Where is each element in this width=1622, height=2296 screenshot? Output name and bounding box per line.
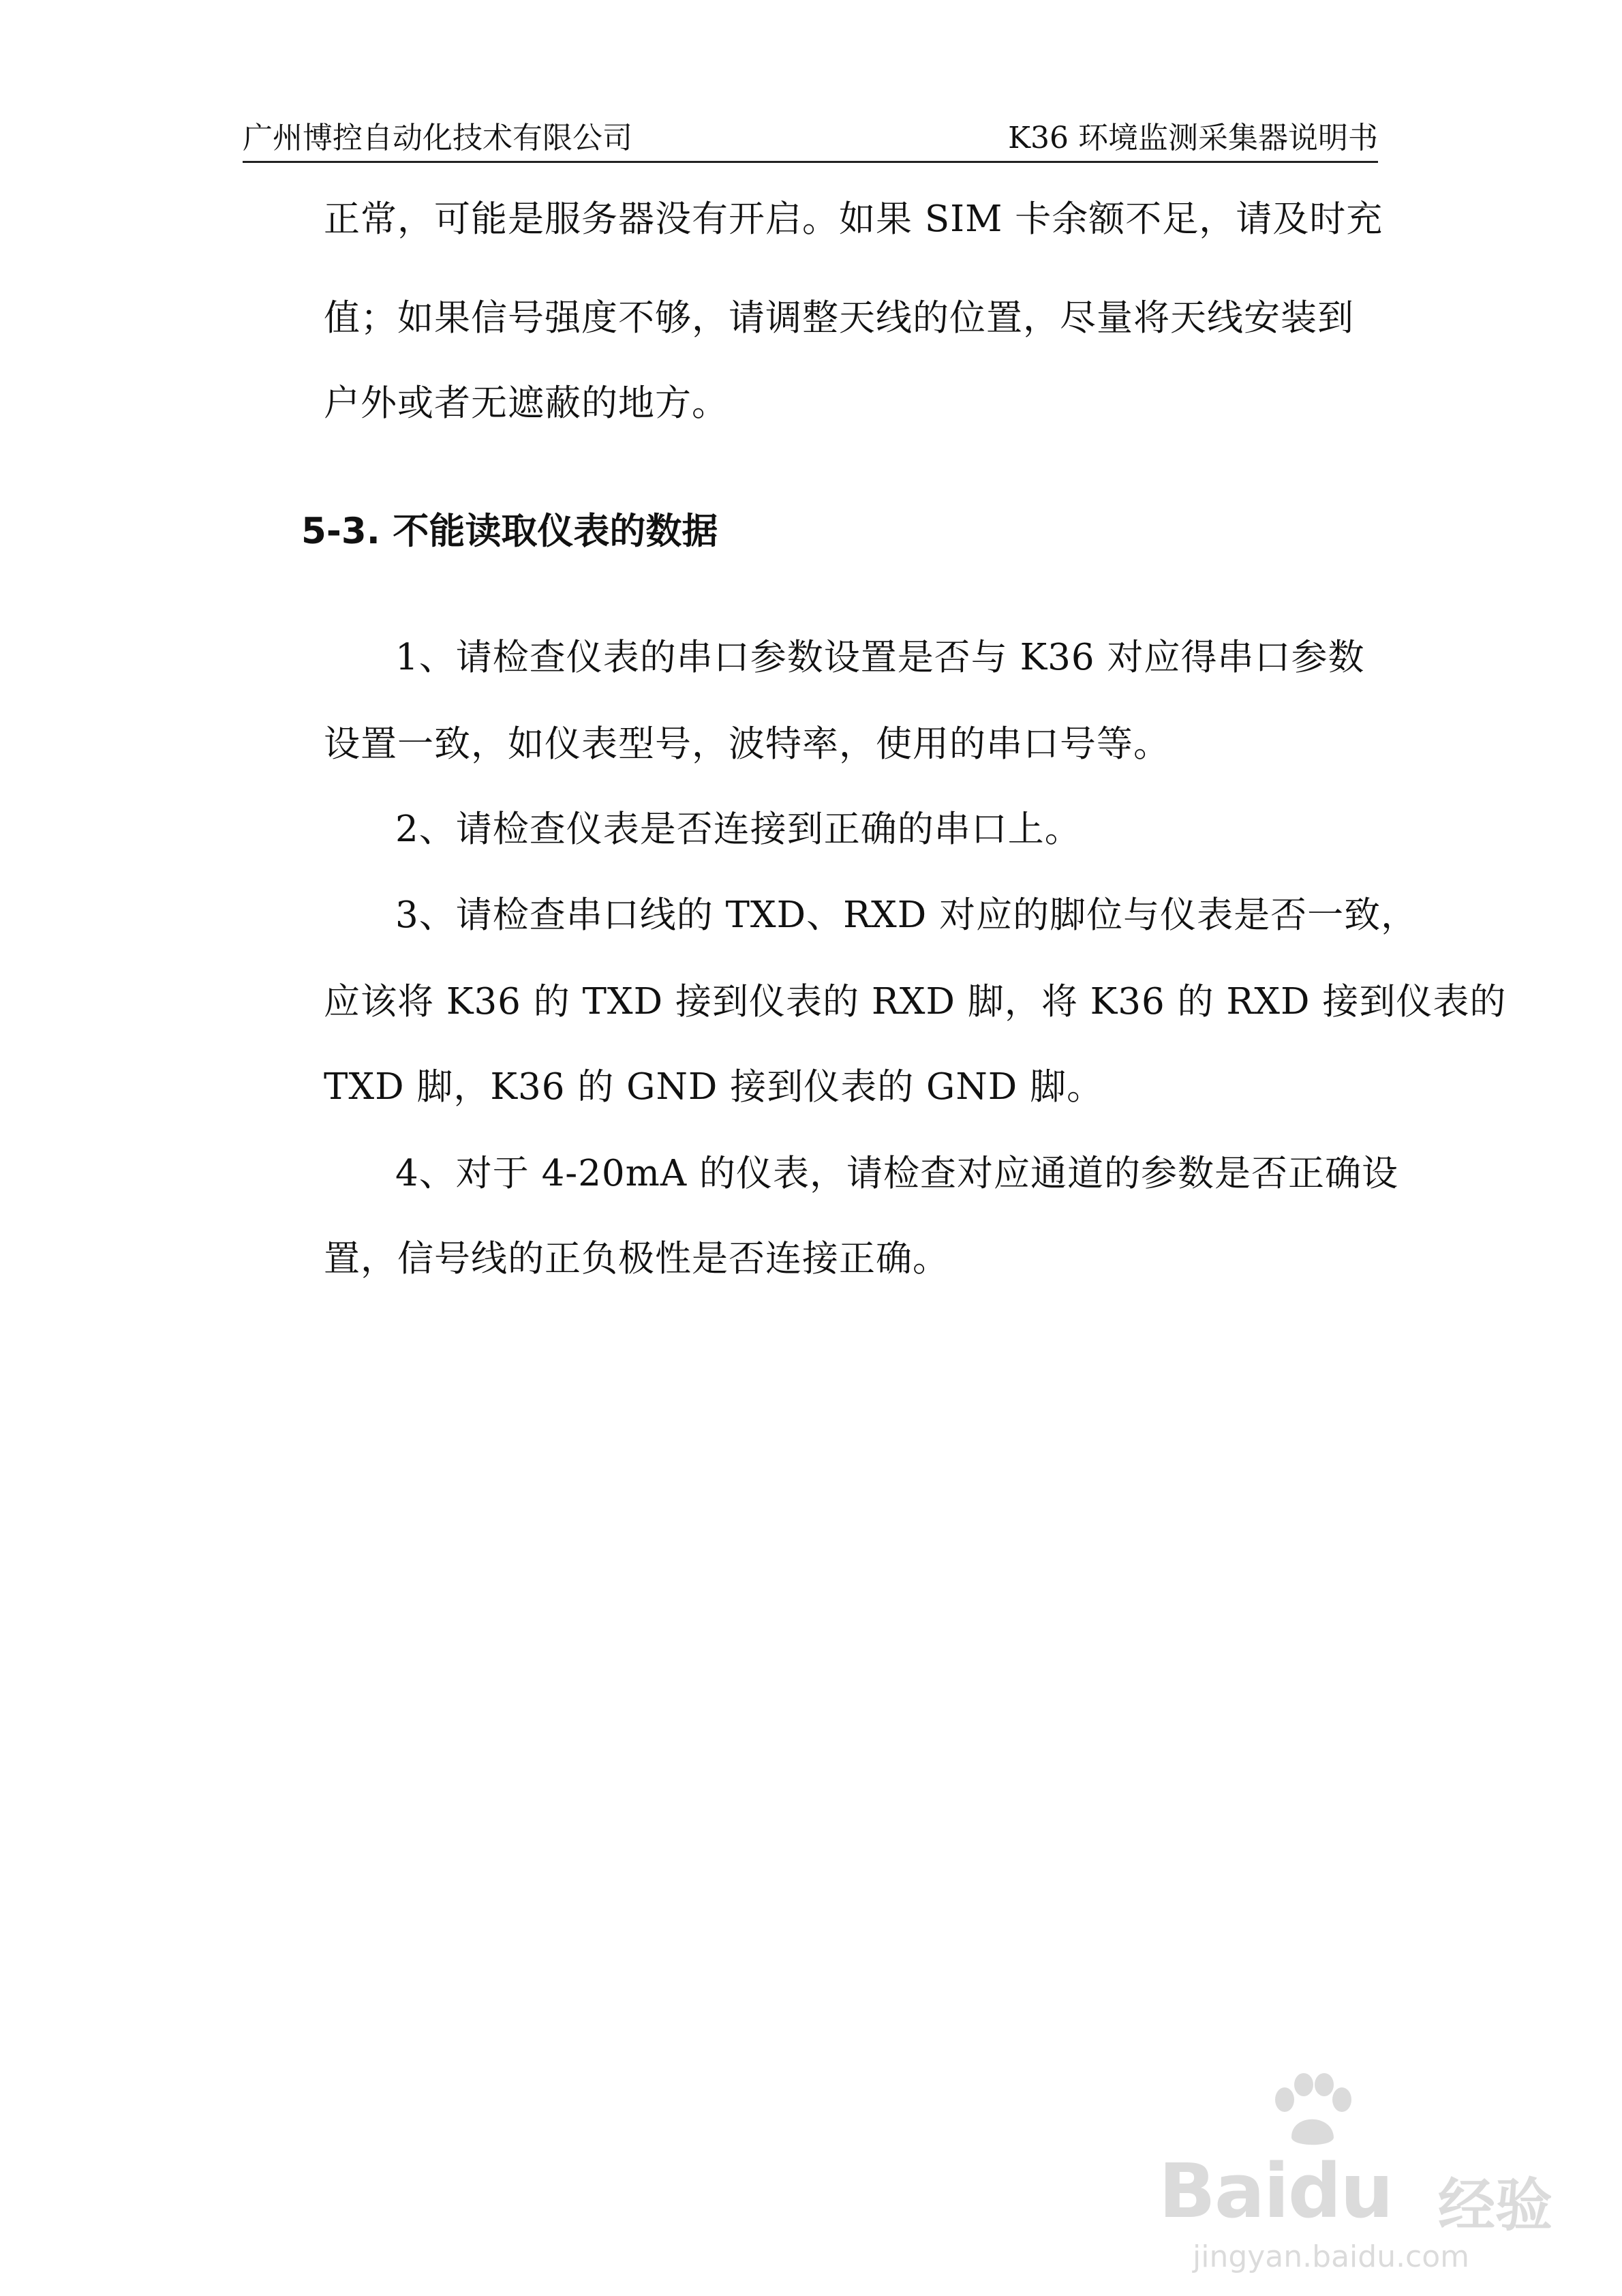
item-4-line-1: 4、对于 4-20mA 的仪表，请检查对应通道的参数是否正确设 (395, 1153, 1399, 1194)
intro-line-3: 户外或者无遮蔽的地方。 (324, 382, 729, 424)
item-1-line-1: 1、请检查仪表的串口参数设置是否与 K36 对应得串口参数 (395, 637, 1365, 678)
section-title: 5-3. 不能读取仪表的数据 (301, 511, 718, 552)
page-header (243, 110, 1378, 163)
item-1-line-2: 设置一致，如仪表型号，波特率，使用的串口号等。 (324, 723, 1170, 765)
item-2-line-1: 2、请检查仪表是否连接到正确的串口上。 (395, 809, 1082, 850)
item-3-line-2: 应该将 K36 的 TXD 接到仪表的 RXD 脚，将 K36 的 RXD 接到仪表的 (324, 981, 1507, 1023)
header-company: 广州博控自动化技术有限公司 (243, 121, 632, 155)
paw-icon (1264, 2072, 1360, 2147)
item-4-line-2: 置，信号线的正负极性是否连接正确。 (324, 1238, 949, 1280)
item-3-line-3: TXD 脚，K36 的 GND 接到仪表的 GND 脚。 (324, 1066, 1104, 1108)
baidu-jingyan-watermark (1145, 2072, 1581, 2277)
header-manual-title: K36 环境监测采集器说明书 (1008, 121, 1378, 155)
intro-line-1: 正常，可能是服务器没有开启。如果 SIM 卡余额不足，请及时充 (324, 198, 1383, 240)
intro-line-2: 值；如果信号强度不够，请调整天线的位置，尽量将天线安装到 (324, 297, 1354, 339)
watermark-brand: Baidu (1159, 2147, 1392, 2235)
watermark-service: 经验 (1438, 2172, 1553, 2239)
item-3-line-1: 3、请检查串口线的 TXD、RXD 对应的脚位与仪表是否一致， (395, 894, 1418, 936)
watermark-url: jingyan.baidu.com (1193, 2239, 1470, 2274)
